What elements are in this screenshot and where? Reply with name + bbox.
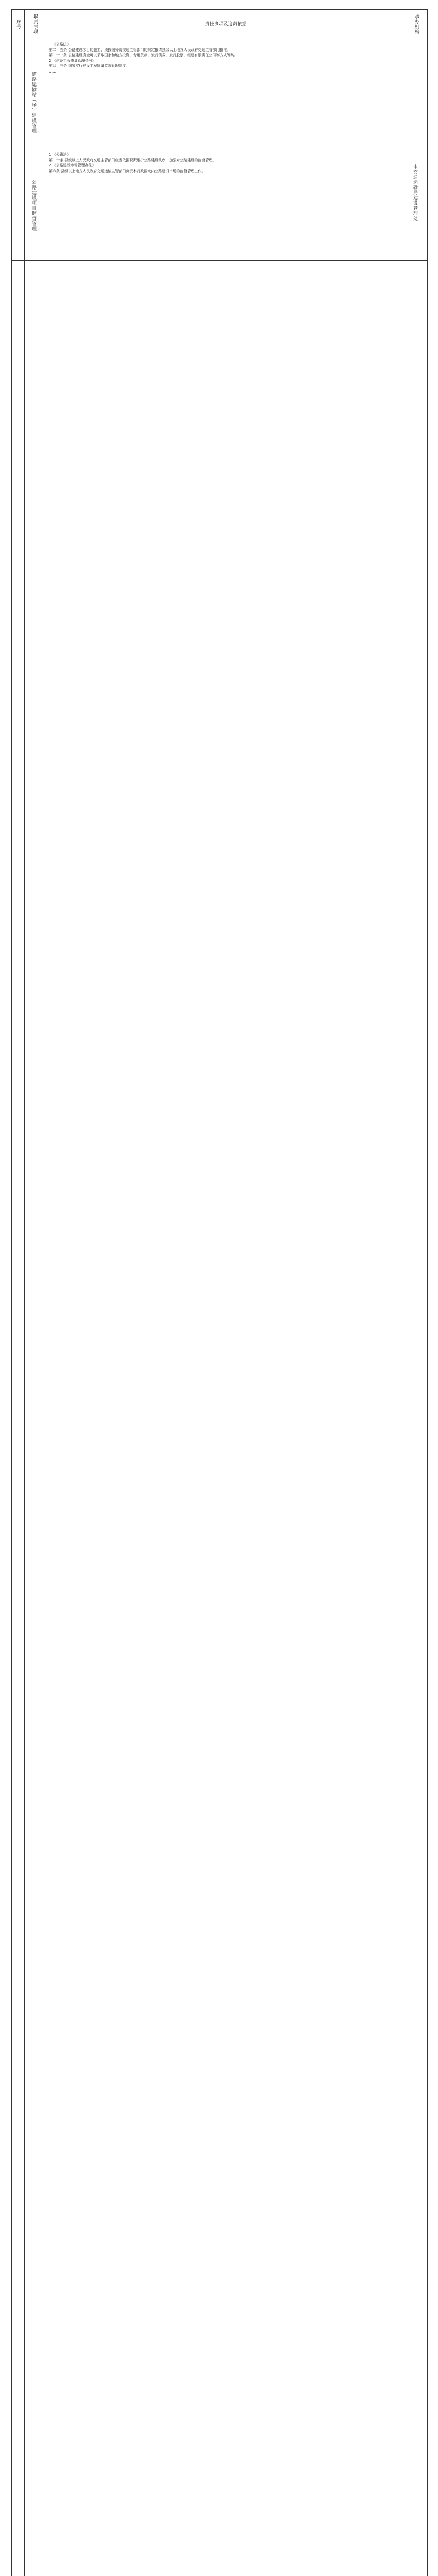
row-item: 道路运输站（场）建设管理: [31, 72, 36, 133]
header-dept: 承办机构: [414, 14, 419, 35]
row-item: 公路建设项目监督管理: [31, 180, 36, 231]
header-basis: 责任事项及追责依据: [205, 22, 247, 27]
row-basis: 1.《公路法》 第二十五条 公路建设项目的施工，须按国务院交通主管部门的规定报请县级以上地方人民政府交通主管部门批准。 第二十一条 公路建设资金可以采取国家和地方投资、专用贷款、发行债券、发行股票、组建有限责任公司等方式筹集。 2.《建设工程质量管理条例》 第四十三条 国家实行建设工程质量监督管理制度。 ……: [49, 42, 238, 74]
header-item: 职责事项: [32, 14, 38, 35]
dept-label: 市交通运输局建设管理处: [412, 164, 417, 221]
header-seq: 序号: [15, 19, 21, 29]
row-basis: 1.《公路法》 第二十条 县级以上人民政府交通主管部门应当依据职责维护公路建设秩序，加强对公路建设的监督管理。 2.《公路建设市场管理办法》 第六条 县级以上地方人民政府交通运输主管部门负责本行政区域内公路建设市场的监督管理工作。 ……: [49, 152, 216, 178]
duty-table: [11, 9, 428, 2576]
